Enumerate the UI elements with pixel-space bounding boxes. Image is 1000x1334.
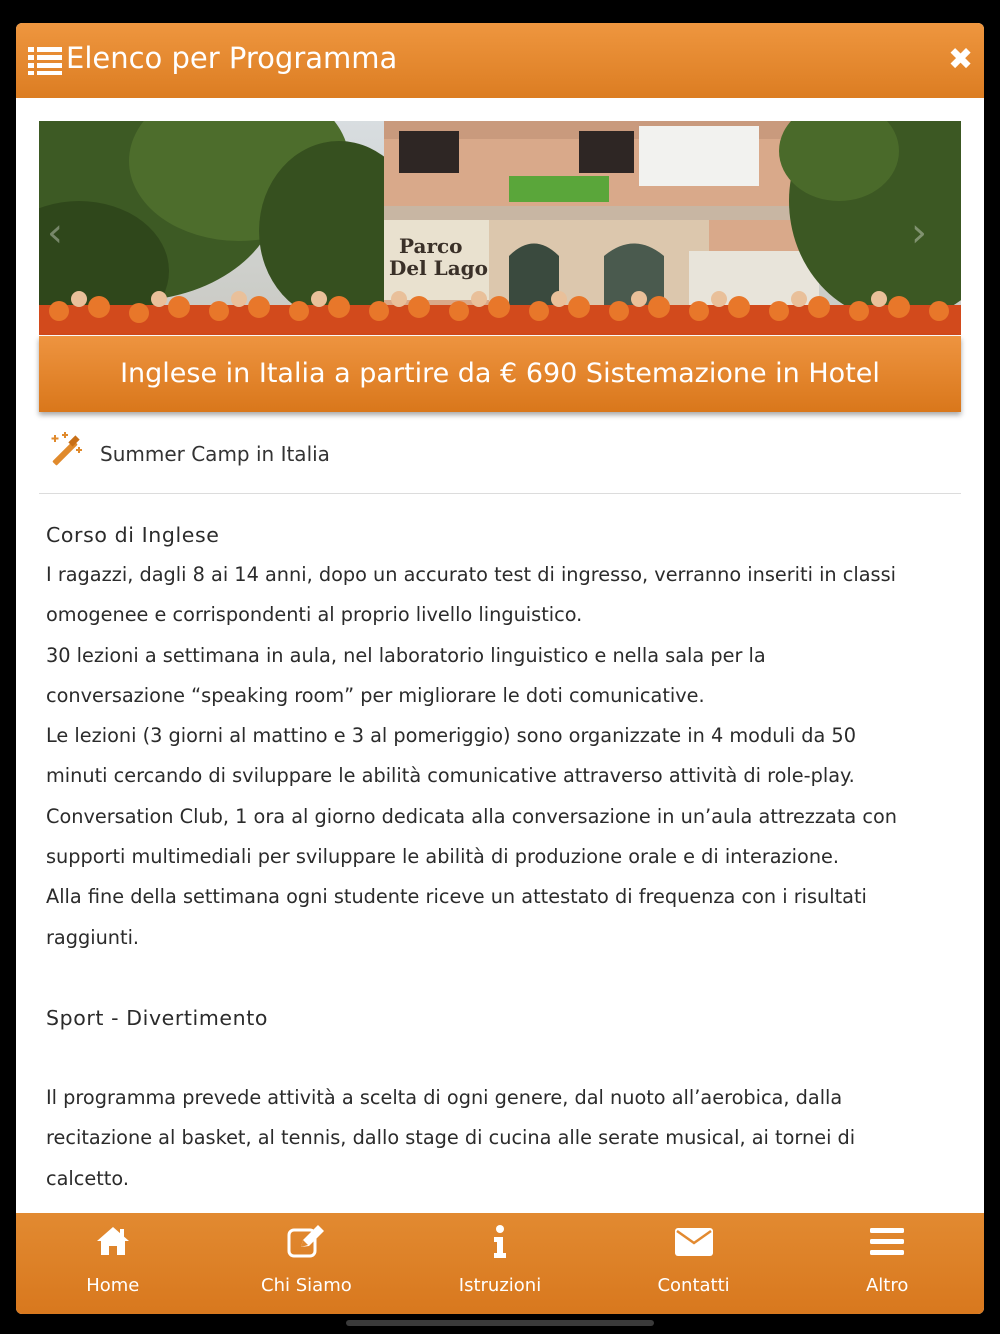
program-description bbox=[46, 515, 958, 1199]
bottom-tab-bar bbox=[16, 1213, 984, 1314]
tab-label: Chi Siamo bbox=[261, 1275, 352, 1296]
sign-text-line2: Del Lago bbox=[389, 256, 488, 280]
paragraph-line: Alla fine della settimana ogni studente riceve un attestato di frequenza con i risultati bbox=[46, 885, 867, 909]
tab-contatti[interactable] bbox=[597, 1213, 791, 1314]
category-row bbox=[39, 428, 961, 494]
tab-label: Istruzioni bbox=[458, 1275, 542, 1296]
paragraph-line: calcetto. bbox=[46, 1166, 129, 1190]
section-title-course: Corso di Inglese bbox=[46, 523, 220, 547]
program-banner[interactable]: Inglese in Italia a partire da € 690 Sistemazione in Hotel bbox=[39, 336, 961, 412]
paragraph-line: Il programma prevede attività a scelta di ogni genere, dal nuoto all’aerobica, dalla bbox=[46, 1085, 843, 1109]
sign-text-line1: Parco bbox=[399, 234, 463, 258]
tab-label: Home bbox=[86, 1275, 140, 1296]
category-label: Summer Camp in Italia bbox=[100, 442, 330, 466]
tab-altro[interactable] bbox=[790, 1213, 984, 1314]
spacer bbox=[46, 958, 958, 998]
paragraph-line: raggiunti. bbox=[46, 925, 140, 949]
header-bar bbox=[16, 23, 984, 98]
page-title: Elenco per Programma bbox=[66, 41, 398, 75]
edit-icon bbox=[287, 1225, 325, 1259]
close-icon[interactable]: ✖ bbox=[948, 42, 974, 77]
paragraph-line: supporti multimediali per sviluppare le abilità di produzione orale e di interazione. bbox=[46, 845, 840, 869]
section-title-sport: Sport - Divertimento bbox=[46, 1005, 269, 1030]
envelope-icon bbox=[674, 1225, 714, 1257]
list-icon bbox=[28, 45, 62, 75]
carousel-next-button[interactable]: › bbox=[911, 210, 927, 256]
tab-label: Contatti bbox=[657, 1275, 730, 1296]
app-screen bbox=[16, 23, 984, 1314]
home-indicator[interactable] bbox=[346, 1320, 654, 1326]
paragraph-line: minuti cercando di sviluppare le abilità comunicative attraverso attività di role-play. bbox=[46, 764, 855, 788]
tab-label: Altro bbox=[865, 1275, 909, 1296]
image-carousel[interactable] bbox=[39, 121, 961, 335]
menu-icon bbox=[869, 1225, 905, 1257]
tab-home[interactable] bbox=[16, 1213, 210, 1314]
paragraph-line: Conversation Club, 1 ora al giorno dedicata alla conversazione in un’aula attrezzata con bbox=[46, 804, 897, 828]
tab-chi-siamo[interactable] bbox=[210, 1213, 404, 1314]
spacer bbox=[46, 1038, 958, 1078]
paragraph-line: omogenee e corrispondenti al proprio livello linguistico. bbox=[46, 603, 583, 627]
paragraph-line: conversazione “speaking room” per migliorare le doti comunicative. bbox=[46, 683, 705, 707]
magic-wand-icon bbox=[47, 432, 83, 470]
carousel-image bbox=[39, 121, 961, 335]
paragraph-line: 30 lezioni a settimana in aula, nel laboratorio linguistico e nella sala per la bbox=[46, 643, 766, 667]
paragraph-line: Le lezioni (3 giorni al mattino e 3 al pomeriggio) sono organizzate in 4 moduli da 50 bbox=[46, 724, 856, 748]
carousel-prev-button[interactable]: ‹ bbox=[47, 210, 63, 256]
paragraph-line: I ragazzi, dagli 8 ai 14 anni, dopo un accurato test di ingresso, verranno inseriti in classi bbox=[46, 563, 896, 586]
home-icon bbox=[95, 1225, 131, 1257]
info-icon bbox=[492, 1225, 508, 1259]
paragraph-line: recitazione al basket, al tennis, dallo stage di cucina alle serate musical, ai tornei di bbox=[46, 1126, 856, 1150]
tab-istruzioni[interactable] bbox=[403, 1213, 597, 1314]
